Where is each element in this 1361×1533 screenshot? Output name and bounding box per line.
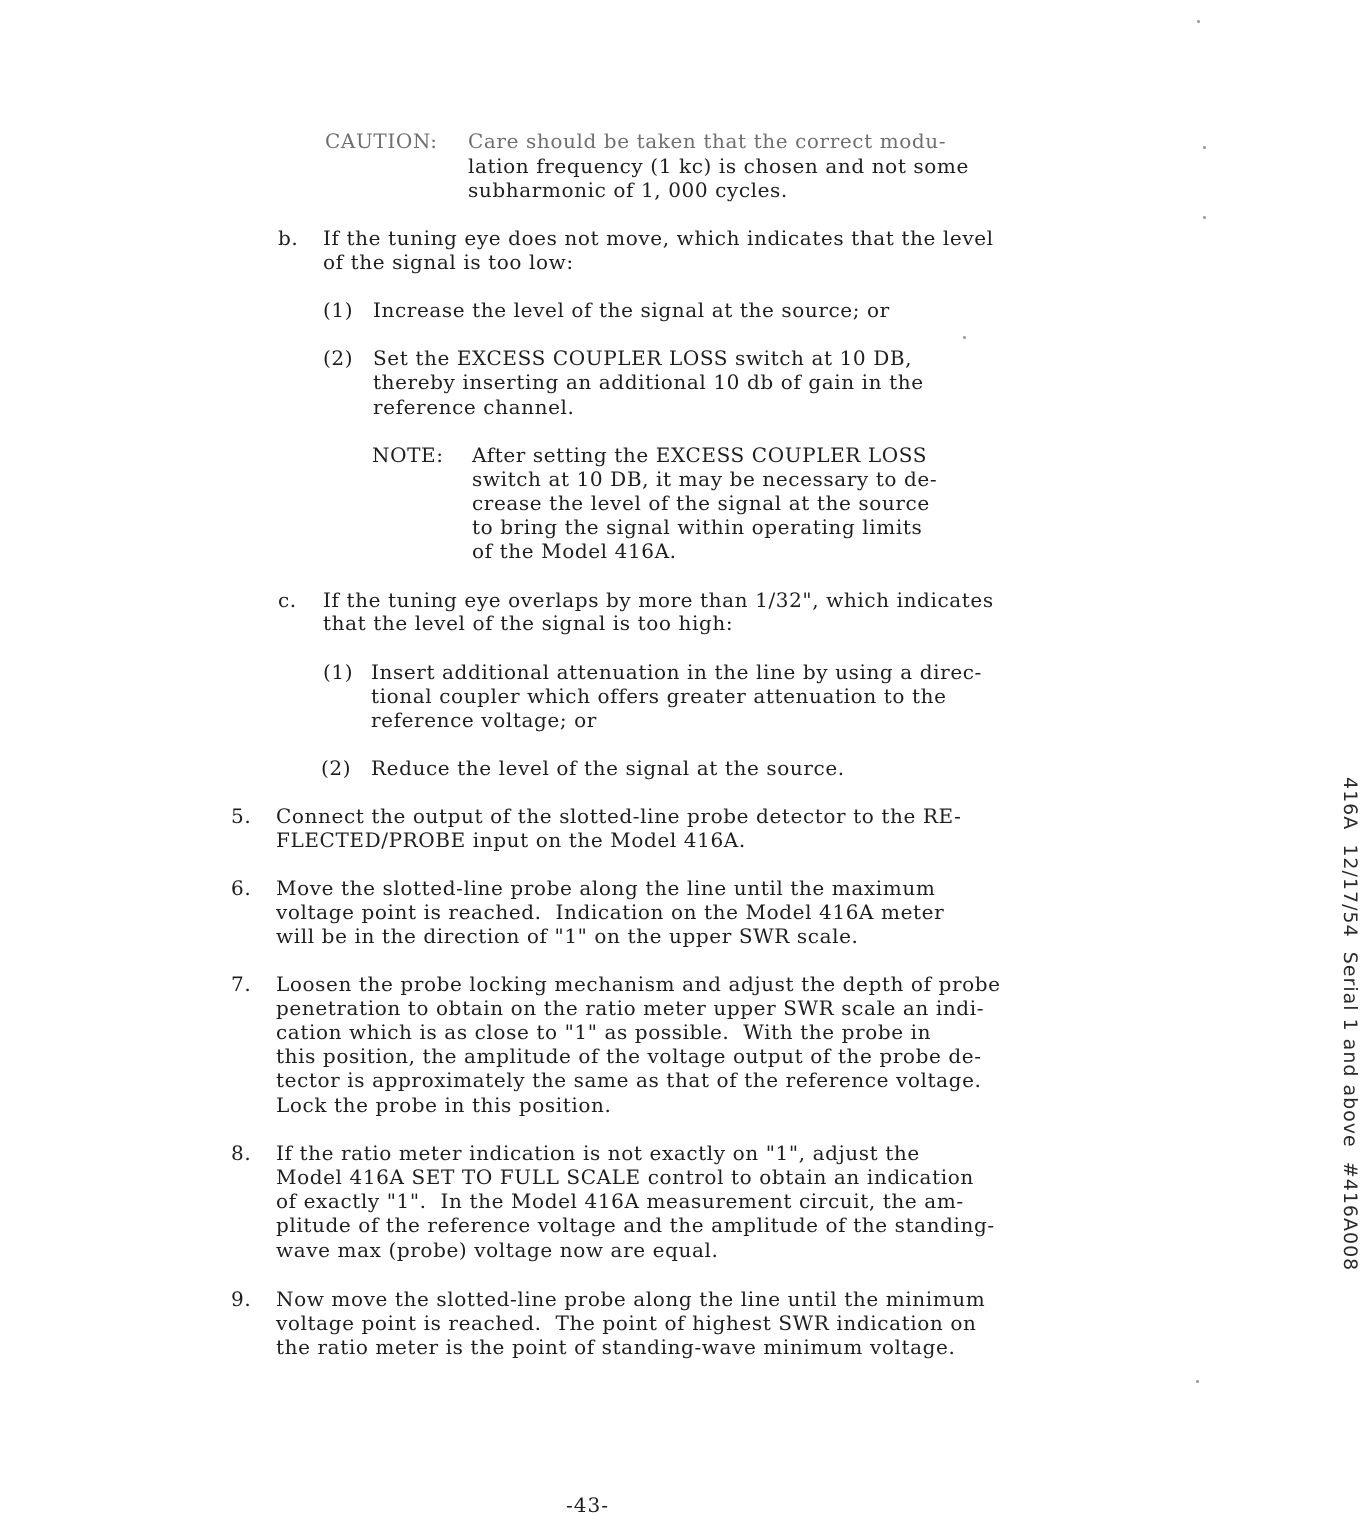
step-7-text-line: Loosen the probe locking mechanism and adjust the depth of probe (276, 972, 1001, 996)
step-6-text-line: will be in the direction of "1" on the upper SWR scale. (276, 924, 859, 948)
caution-text-line: Care should be taken that the correct modu- (468, 129, 947, 153)
note-text-line: After setting the EXCESS COUPLER LOSS (472, 443, 928, 467)
note-label: NOTE: (372, 443, 444, 467)
item-b-marker: b. (278, 226, 299, 250)
scan-speck (1197, 20, 1200, 23)
item-b-sub2-text-line: Set the EXCESS COUPLER LOSS switch at 10 DB, (373, 346, 913, 370)
step-9-text-line: voltage point is reached. The point of highest SWR indication on (276, 1311, 977, 1335)
item-b-text-line: of the signal is too low: (323, 250, 574, 274)
scan-speck (1203, 146, 1206, 149)
step-8-text-line: If the ratio meter indication is not exactly on "1", adjust the (276, 1141, 920, 1165)
step-8-text-line: plitude of the reference voltage and the amplitude of the standing- (276, 1213, 995, 1237)
scan-speck (1196, 1380, 1199, 1383)
item-c-sub1-marker: (1) (323, 660, 354, 684)
step-5-text-line: Connect the output of the slotted-line probe detector to the RE- (276, 804, 962, 828)
note-text-line: crease the level of the signal at the source (472, 491, 930, 515)
step-6-text-line: voltage point is reached. Indication on the Model 416A meter (276, 900, 945, 924)
caution-label: CAUTION: (325, 129, 438, 153)
item-c-sub2-text-line: Reduce the level of the signal at the source. (371, 756, 845, 780)
scan-speck (963, 336, 966, 339)
item-c-sub1-text-line: reference voltage; or (371, 708, 597, 732)
step-7-text-line: tector is approximately the same as that of the reference voltage. (276, 1068, 982, 1092)
item-c-sub1-text-line: tional coupler which offers greater attenuation to the (371, 684, 947, 708)
step-8-marker: 8. (231, 1141, 252, 1165)
item-b-sub2-text-line: reference channel. (373, 395, 575, 419)
item-b-sub1-text-line: Increase the level of the signal at the source; or (373, 298, 890, 322)
item-c-sub2-marker: (2) (321, 756, 352, 780)
note-text-line: to bring the signal within operating limits (472, 515, 923, 539)
step-9-text-line: Now move the slotted-line probe along the line until the minimum (276, 1287, 986, 1311)
item-c-marker: c. (278, 588, 297, 612)
step-7-text-line: this position, the amplitude of the voltage output of the probe de- (276, 1044, 982, 1068)
note-text-line: of the Model 416A. (472, 539, 677, 563)
item-c-text-line: If the tuning eye overlaps by more than 1/32", which indicates (323, 588, 994, 612)
step-8-text-line: of exactly "1". In the Model 416A measurement circuit, the am- (276, 1189, 964, 1213)
scan-speck (1203, 216, 1206, 219)
step-9-text-line: the ratio meter is the point of standing-wave minimum voltage. (276, 1335, 956, 1359)
step-6-marker: 6. (231, 876, 252, 900)
step-5-text-line: FLECTED/PROBE input on the Model 416A. (276, 828, 746, 852)
step-6-text-line: Move the slotted-line probe along the line until the maximum (276, 876, 936, 900)
item-c-sub1-text-line: Insert additional attenuation in the line by using a direc- (371, 660, 982, 684)
caution-text-line: lation frequency (1 kc) is chosen and not some (468, 154, 969, 178)
item-c-text-line: that the level of the signal is too high: (323, 611, 734, 635)
serial-stamp: 416A 12/17/54 Serial 1 and above #416A008 (1339, 777, 1361, 1272)
step-8-text-line: Model 416A SET TO FULL SCALE control to obtain an indication (276, 1165, 974, 1189)
caution-text-line: subharmonic of 1, 000 cycles. (468, 178, 788, 202)
item-b-text-line: If the tuning eye does not move, which indicates that the level (323, 226, 994, 250)
note-text-line: switch at 10 DB, it may be necessary to de- (472, 467, 938, 491)
step-7-text-line: cation which is as close to "1" as possible. With the probe in (276, 1020, 932, 1044)
item-b-sub2-text-line: thereby inserting an additional 10 db of gain in the (373, 370, 924, 394)
step-8-text-line: wave max (probe) voltage now are equal. (276, 1238, 719, 1262)
step-5-marker: 5. (231, 804, 252, 828)
item-b-sub2-marker: (2) (323, 346, 354, 370)
step-7-marker: 7. (231, 972, 252, 996)
page-number: -43- (566, 1493, 609, 1517)
step-9-marker: 9. (231, 1287, 252, 1311)
item-b-sub1-marker: (1) (323, 298, 354, 322)
step-7-text-line: penetration to obtain on the ratio meter upper SWR scale an indi- (276, 996, 985, 1020)
step-7-text-line: Lock the probe in this position. (276, 1093, 612, 1117)
